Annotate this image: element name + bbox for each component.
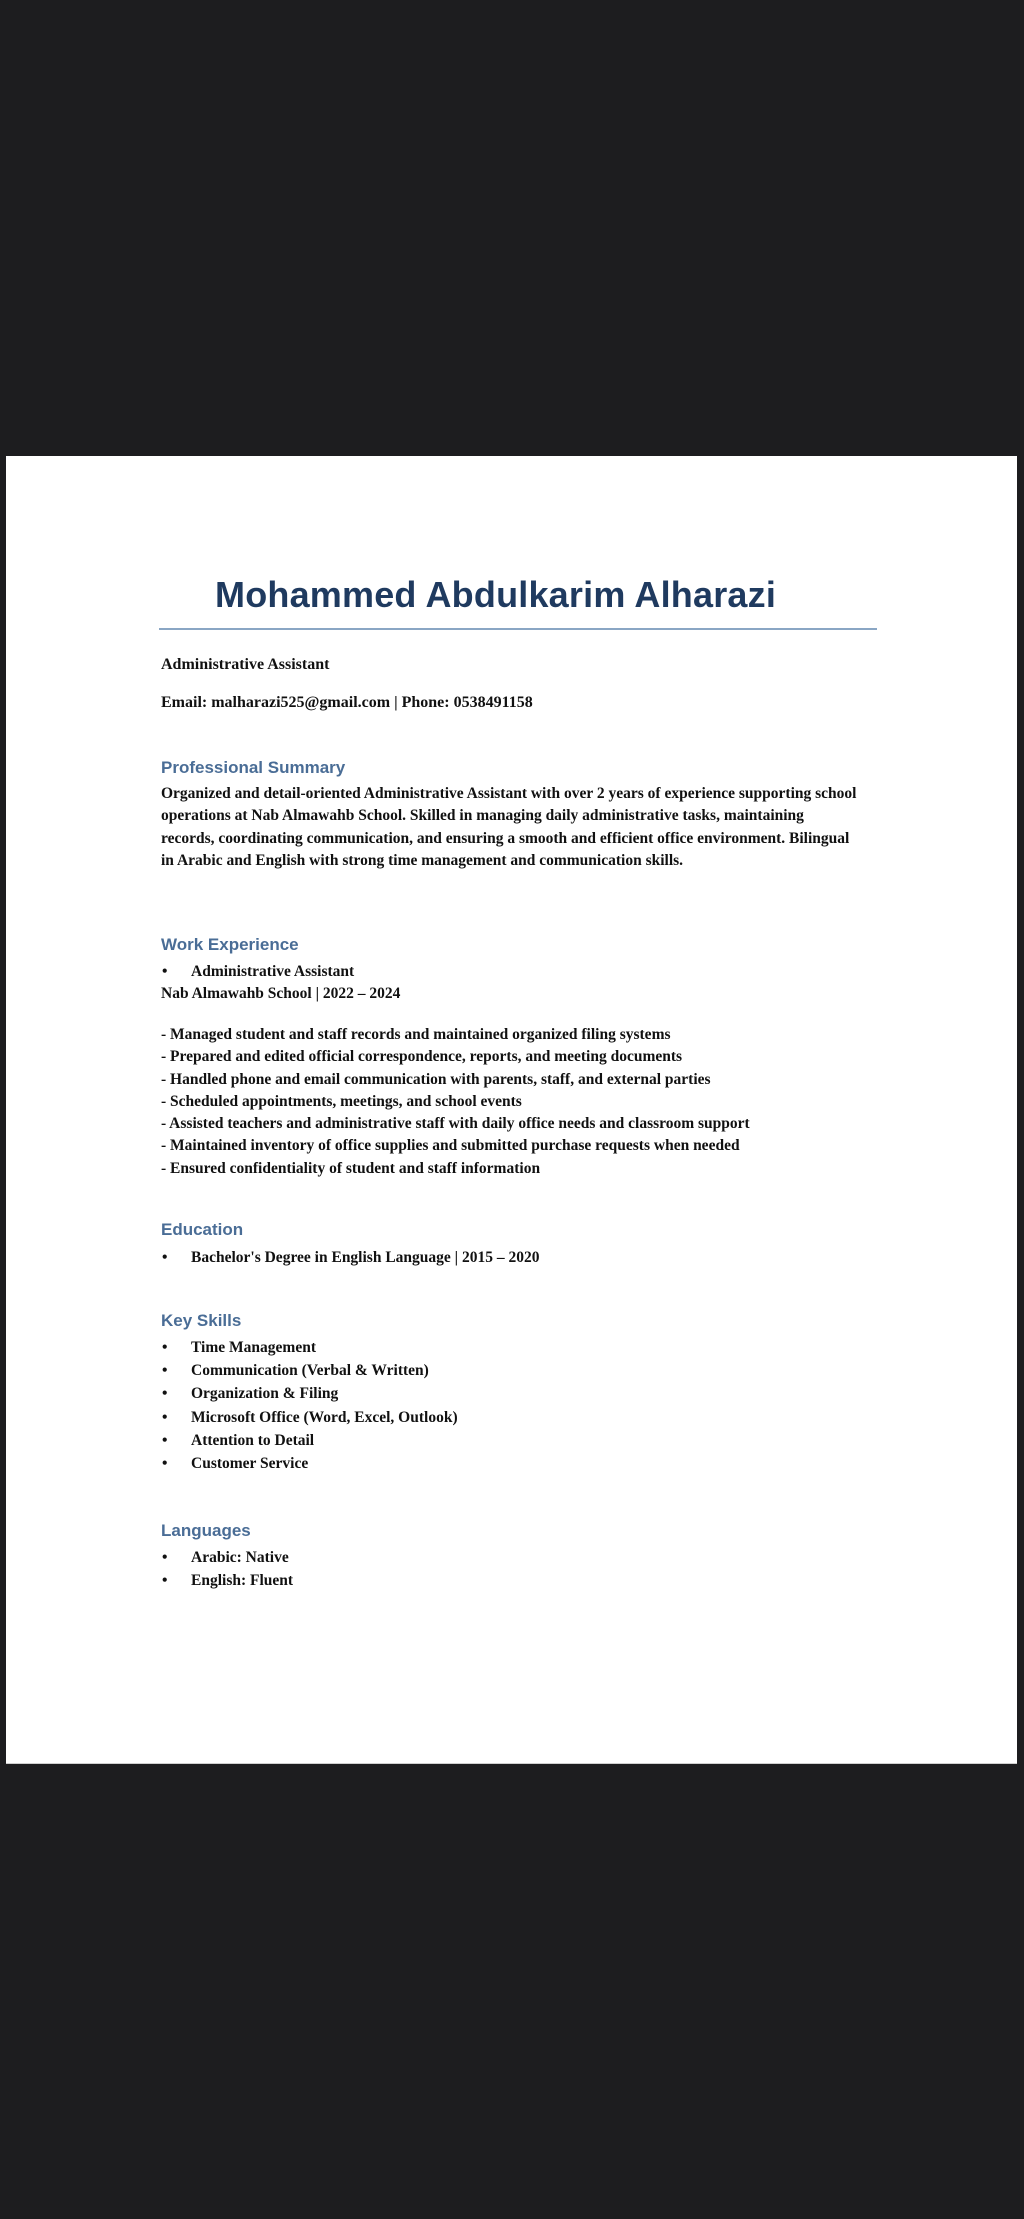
skill-item (161, 1336, 458, 1359)
bullet-icon: • (162, 1454, 168, 1472)
language-item (161, 1569, 293, 1592)
education-list (161, 1246, 539, 1269)
skills-list (161, 1336, 458, 1475)
resume-page (6, 456, 1017, 1763)
duty-item: - Maintained inventory of office supplies and submitted purchase requests when needed (161, 1137, 740, 1155)
bullet-icon: • (162, 1431, 168, 1449)
skill-item (161, 1452, 458, 1475)
language-text: Arabic: Native (191, 1549, 289, 1566)
candidate-name: Mohammed Abdulkarim Alharazi (215, 574, 777, 615)
languages-list (161, 1546, 293, 1592)
education-item (161, 1246, 539, 1269)
bullet-icon: • (162, 1408, 168, 1426)
bullet-icon: • (162, 963, 168, 980)
bullet-icon: • (162, 1339, 168, 1356)
duty-item: - Scheduled appointments, meetings, and school events (161, 1092, 522, 1110)
duty-item: - Handled phone and email communication with parents, staff, and external parties (161, 1070, 711, 1088)
duty-item: - Assisted teachers and administrative staff with daily office needs and classroom support (161, 1115, 750, 1133)
section-heading-summary: Professional Summary (161, 758, 346, 777)
education-text: Bachelor's Degree in English Language | 2015 – 2020 (191, 1249, 540, 1266)
language-item (161, 1546, 293, 1569)
section-heading-experience: Work Experience (161, 935, 299, 954)
bullet-icon: • (162, 1385, 168, 1403)
skill-item (161, 1406, 458, 1429)
role-title: Administrative Assistant (191, 963, 355, 980)
language-text: English: Fluent (191, 1572, 294, 1590)
job-title: Administrative Assistant (161, 656, 330, 673)
bullet-icon: • (162, 1249, 168, 1266)
skill-text: Microsoft Office (Word, Excel, Outlook) (191, 1408, 458, 1426)
bullet-icon: • (162, 1572, 168, 1590)
bullet-icon: • (162, 1549, 168, 1566)
duty-item: - Managed student and staff records and maintained organized filing systems (161, 1026, 671, 1043)
duties-list (161, 1024, 750, 1180)
skill-text: Customer Service (191, 1454, 309, 1472)
skill-text: Attention to Detail (191, 1431, 315, 1449)
summary-text: Organized and detail-oriented Administrative Assistant with over 2 years of experience supporting school operations at Nab Almawahb School. Skilled in managing daily administrative tasks, maintaining records, coordinating communication, and ensuring a smooth and efficient office environment. Bilingual in Arabic and English with strong time management and communication skills. (161, 785, 857, 869)
skill-item (161, 1359, 458, 1382)
section-heading-education: Education (161, 1220, 244, 1239)
bullet-icon: • (162, 1362, 168, 1380)
section-heading-skills: Key Skills (161, 1311, 242, 1330)
employer-and-dates: Nab Almawahb School | 2022 – 2024 (161, 985, 401, 1002)
skill-item (161, 1382, 458, 1405)
duty-item: - Prepared and edited official correspondence, reports, and meeting documents (161, 1048, 683, 1066)
employer-line (161, 983, 400, 1005)
experience-role (161, 960, 354, 983)
experience-role-list (161, 960, 354, 983)
skill-text: Time Management (191, 1339, 316, 1356)
header-divider (159, 628, 877, 630)
section-heading-languages: Languages (161, 1521, 251, 1540)
skill-item (161, 1429, 458, 1452)
skill-text: Communication (Verbal & Written) (191, 1362, 429, 1380)
duty-item: - Ensured confidentiality of student and staff information (161, 1159, 541, 1177)
contact-line: Email: malharazi525@gmail.com | Phone: 0538491158 (161, 694, 533, 711)
skill-text: Organization & Filing (191, 1385, 339, 1403)
